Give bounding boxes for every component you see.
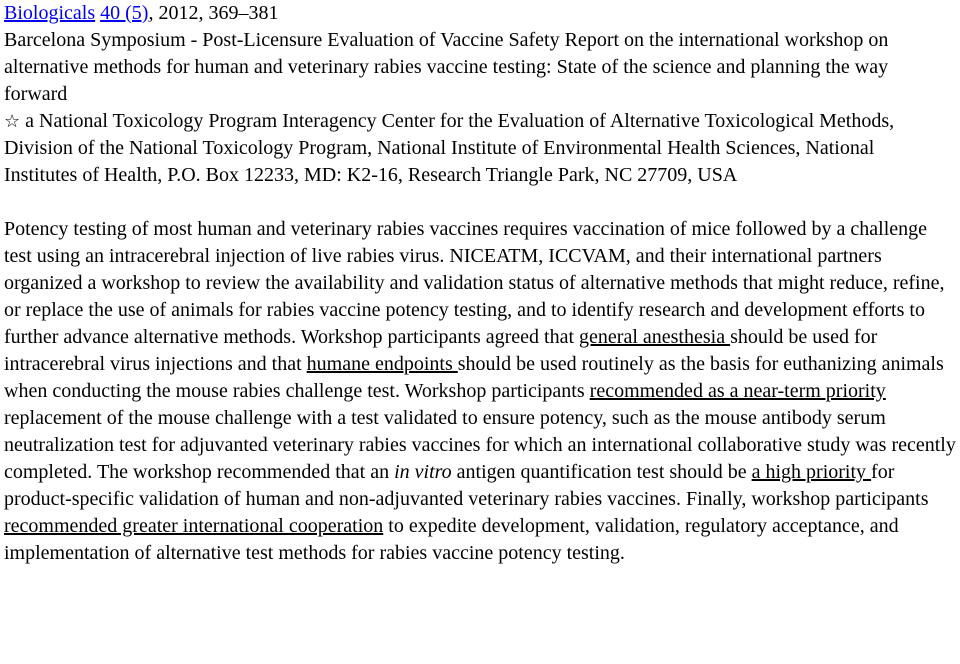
highlight-near-term-priority: recommended as a near-term priority: [589, 380, 886, 402]
abstract-text: should be used for intracerebral virus injections and that: [4, 326, 878, 375]
article-title: Barcelona Symposium - Post-Licensure Evaluation of Vaccine Safety Report on the international workshop on alternative methods for human and veterinary rabies vaccine testing: State of the science and planning the way forward: [4, 29, 889, 105]
citation-year-pages: , 2012, 369–381: [148, 2, 279, 24]
abstract-text: antigen quantification test should be: [451, 461, 752, 483]
abstract-text: should be used routinely as the basis for euthanizing animals when conducting the mouse rabies challenge test. Workshop participants: [4, 353, 944, 402]
abstract-text: replacement of the mouse challenge with a test validated to ensure potency, such as the mouse antibody serum neutralization test for adjuvanted veterinary rabies vaccines for which an international collaborative study was recently completed. The workshop recommended that an: [4, 407, 956, 483]
abstract-text: to expedite development, validation, regulatory acceptance, and implementation of alternative test methods for rabies vaccine potency testing.: [4, 515, 899, 564]
volume-issue-link[interactable]: 40 (5): [100, 2, 149, 24]
highlight-high-priority: a high priority: [751, 461, 872, 483]
highlight-humane-endpoints: humane endpoints: [306, 353, 458, 375]
citation-line: [4, 0, 960, 27]
star-icon: ☆: [4, 111, 21, 132]
abstract: [4, 216, 960, 567]
highlight-international-cooperation: recommended greater international cooperation: [4, 515, 384, 537]
italic-in-vitro: in vitro: [394, 461, 452, 483]
affiliation-text: a National Toxicology Program Interagency Center for the Evaluation of Alternative Toxicological Methods, Division of the National Toxicology Program, National Institute of Environmental Health Sciences, National Institutes of Health, P.O. Box 12233, MD: K2-16, Research Triangle Park, NC 27709, USA: [4, 110, 895, 186]
abstract-text: for product-specific validation of human and non-adjuvanted veterinary rabies vaccines. Finally, workshop participants: [4, 461, 929, 510]
journal-link[interactable]: Biologicals: [4, 2, 96, 24]
highlight-general-anesthesia: general anesthesia: [579, 326, 731, 348]
affiliation: [4, 108, 960, 189]
abstract-text: Potency testing of most human and veterinary rabies vaccines requires vaccination of mice followed by a challenge test using an intracerebral injection of live rabies virus. NICEATM, ICCVAM, and their international partners organized a workshop to review the availability and validation status of alternative methods that might reduce, refine, or replace the use of animals for rabies vaccine potency testing, and to identify research and development efforts to further advance alternative methods. Workshop participants agreed that: [4, 218, 945, 348]
